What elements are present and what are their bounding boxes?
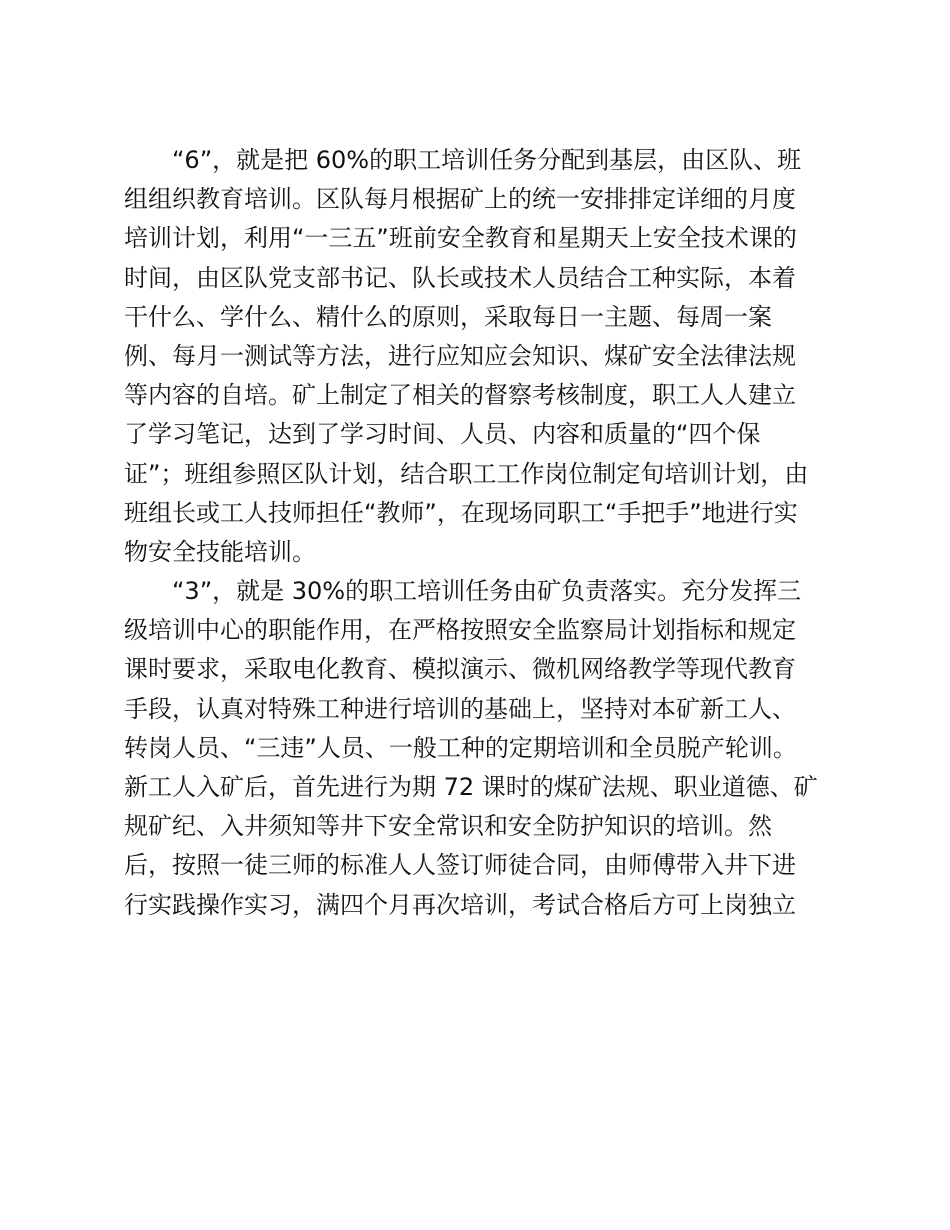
paragraph-line: 课时要求，采取电化教育、模拟演示、微机网络教学等现代教育 xyxy=(124,655,796,684)
paragraph-line: 规矿纪、入井须知等井下安全常识和安全防护知识的培训。然 xyxy=(124,812,772,841)
paragraph-line: 行实践操作实习，满四个月再次培训，考试合格后方可上岗独立 xyxy=(124,890,796,919)
paragraph-line: 物安全技能培训。 xyxy=(124,537,316,566)
paragraph-line: 时间，由区队党支部书记、队长或技术人员结合工种实际，本着 xyxy=(124,263,796,292)
paragraph-line: 后，按照一徒三师的标准人人签订师徒合同，由师傅带入井下进 xyxy=(124,851,796,880)
paragraph-line: 证”；班组参照区队计划，结合职工工作岗位制定旬培训计划，由 xyxy=(124,459,809,488)
paragraph-line: 干什么、学什么、精什么的原则，采取每日一主题、每周一案 xyxy=(124,302,772,331)
document-body xyxy=(124,141,844,925)
paragraph-mine-training xyxy=(124,572,844,925)
paragraph-line: 新工人入矿后，首先进行为期 72 课时的煤矿法规、职业道德、矿 xyxy=(124,773,818,801)
paragraph-line: 转岗人员、“三违”人员、一般工种的定期培训和全员脱产轮训。 xyxy=(124,733,797,762)
paragraph-line: 组组织教育培训。区队每月根据矿上的统一安排排定详细的月度 xyxy=(124,185,796,214)
paragraph-line: “3”，就是 30%的职工培训任务由矿负责落实。充分发挥三 xyxy=(172,577,802,606)
paragraph-grassroots-training xyxy=(124,141,844,572)
paragraph-line: 级培训中心的职能作用，在严格按照安全监察局计划指标和规定 xyxy=(124,616,796,645)
paragraph-line: 培训计划，利用“一三五”班前安全教育和星期天上安全技术课的 xyxy=(124,224,797,253)
paragraph-line: 等内容的自培。矿上制定了相关的督察考核制度，职工人人建立 xyxy=(124,381,796,410)
paragraph-line: 手段，认真对特殊工种进行培训的基础上，坚持对本矿新工人、 xyxy=(124,694,796,723)
paragraph-line: 例、每月一测试等方法，进行应知应会知识、煤矿安全法律法规 xyxy=(124,341,796,370)
paragraph-line: “6”，就是把 60%的职工培训任务分配到基层，由区队、班 xyxy=(172,146,802,174)
paragraph-line: 了学习笔记，达到了学习时间、人员、内容和质量的“四个保 xyxy=(124,420,761,449)
paragraph-line: 班组长或工人技师担任“教师”，在现场同职工“手把手”地进行实 xyxy=(124,498,798,527)
